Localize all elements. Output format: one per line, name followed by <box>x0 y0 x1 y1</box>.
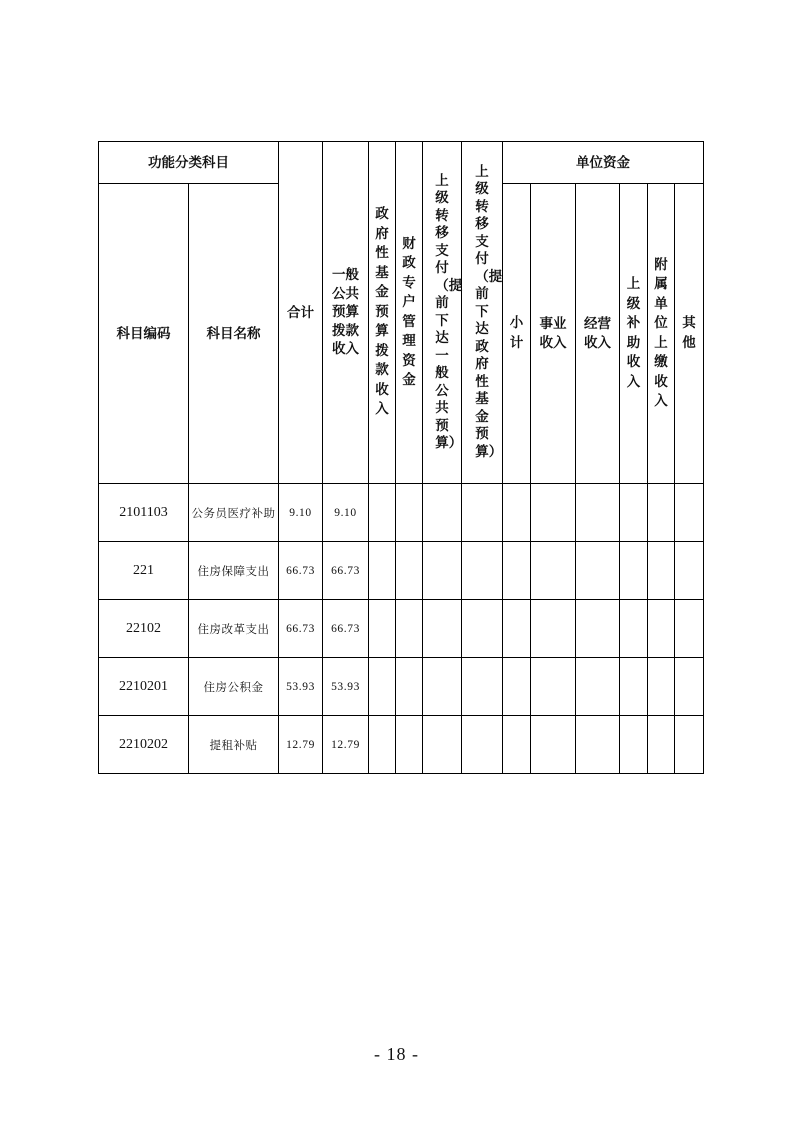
header-other <box>675 184 704 484</box>
header-name <box>189 184 279 484</box>
page-number: - 18 - <box>374 1044 419 1064</box>
header-unit-funds-label: 单位资金 <box>576 154 631 171</box>
header-superior-subsidy-label: 上级补助收入 <box>626 276 641 390</box>
empty-cell <box>531 658 576 716</box>
table-row <box>99 600 704 658</box>
empty-cell <box>503 716 531 774</box>
cell-code: 22102 <box>99 600 189 658</box>
cell-general-budget: 66.73 <box>323 600 369 658</box>
table-row <box>99 484 704 542</box>
empty-cell <box>648 658 675 716</box>
empty-cell <box>396 484 423 542</box>
empty-cell <box>369 658 396 716</box>
empty-cell <box>531 600 576 658</box>
empty-cell <box>576 484 620 542</box>
header-subtotal-label: 小计 <box>509 315 524 351</box>
header-business-income <box>531 184 576 484</box>
empty-cell <box>620 484 648 542</box>
cell-total: 66.73 <box>279 600 323 658</box>
empty-cell <box>620 600 648 658</box>
empty-cell <box>503 484 531 542</box>
cell-general-budget: 9.10 <box>323 484 369 542</box>
header-general-budget-label: 一般公共预算拨款收入 <box>332 267 359 358</box>
empty-cell <box>531 484 576 542</box>
cell-code: 2210201 <box>99 658 189 716</box>
empty-cell <box>576 542 620 600</box>
empty-cell <box>396 716 423 774</box>
empty-cell <box>675 716 704 774</box>
cell-total: 9.10 <box>279 484 323 542</box>
table-row <box>99 542 704 600</box>
cell-total: 53.93 <box>279 658 323 716</box>
empty-cell <box>503 658 531 716</box>
header-name-label: 科目名称 <box>206 325 261 342</box>
empty-cell <box>396 600 423 658</box>
empty-cell <box>503 600 531 658</box>
header-operating-income <box>576 184 620 484</box>
empty-cell <box>503 542 531 600</box>
empty-cell <box>423 716 462 774</box>
header-affiliated-income <box>648 184 675 484</box>
empty-cell <box>462 600 503 658</box>
empty-cell <box>620 658 648 716</box>
table-row <box>99 658 704 716</box>
header-total-label: 合计 <box>287 304 314 321</box>
header-functional-group <box>99 142 279 184</box>
header-gov-fund-budget-label: 政府性基金预算拨款收入 <box>375 206 389 418</box>
empty-cell <box>648 716 675 774</box>
cell-code: 2101103 <box>99 484 189 542</box>
empty-cell <box>369 542 396 600</box>
empty-cell <box>675 600 704 658</box>
table-row <box>99 716 704 774</box>
empty-cell <box>462 658 503 716</box>
header-gov-fund-budget <box>369 142 396 484</box>
header-code-label: 科目编码 <box>116 325 171 342</box>
header-subtotal <box>503 184 531 484</box>
empty-cell <box>462 484 503 542</box>
empty-cell <box>531 542 576 600</box>
empty-cell <box>423 484 462 542</box>
cell-general-budget: 66.73 <box>323 542 369 600</box>
budget-table <box>98 141 704 774</box>
empty-cell <box>396 542 423 600</box>
cell-name: 住房保障支出 <box>189 542 279 600</box>
empty-cell <box>369 484 396 542</box>
header-functional-group-label: 功能分类科目 <box>148 154 229 171</box>
empty-cell <box>620 716 648 774</box>
header-affiliated-income-label: 附属单位上缴收入 <box>654 256 668 409</box>
empty-cell <box>369 716 396 774</box>
header-special-account <box>396 142 423 484</box>
header-total <box>279 142 323 484</box>
empty-cell <box>576 658 620 716</box>
empty-cell <box>675 658 704 716</box>
cell-general-budget: 53.93 <box>323 658 369 716</box>
empty-cell <box>531 716 576 774</box>
header-general-budget <box>323 142 369 484</box>
empty-cell <box>462 542 503 600</box>
header-transfer-general-label: 上级转移支付（提前下达一般公共预算） <box>435 172 463 451</box>
cell-name: 住房改革支出 <box>189 600 279 658</box>
empty-cell <box>648 484 675 542</box>
header-unit-funds <box>503 142 704 184</box>
empty-cell <box>423 542 462 600</box>
header-row-1 <box>99 142 704 184</box>
header-superior-subsidy <box>620 184 648 484</box>
empty-cell <box>675 542 704 600</box>
empty-cell <box>648 600 675 658</box>
header-special-account-label: 财政专户管理资金 <box>402 235 416 388</box>
cell-code: 221 <box>99 542 189 600</box>
empty-cell <box>675 484 704 542</box>
cell-general-budget: 12.79 <box>323 716 369 774</box>
header-business-income-label: 事业收入 <box>539 316 567 351</box>
cell-code: 2210202 <box>99 716 189 774</box>
header-transfer-gov-fund <box>462 142 503 484</box>
empty-cell <box>620 542 648 600</box>
cell-total: 66.73 <box>279 542 323 600</box>
header-other-label: 其他 <box>682 315 696 351</box>
cell-total: 12.79 <box>279 716 323 774</box>
empty-cell <box>462 716 503 774</box>
empty-cell <box>369 600 396 658</box>
empty-cell <box>576 600 620 658</box>
empty-cell <box>423 600 462 658</box>
header-operating-income-label: 经营收入 <box>584 316 611 351</box>
empty-cell <box>576 716 620 774</box>
empty-cell <box>396 658 423 716</box>
cell-name: 公务员医疗补助 <box>189 484 279 542</box>
empty-cell <box>423 658 462 716</box>
cell-name: 住房公积金 <box>189 658 279 716</box>
header-transfer-gov-fund-label: 上级转移支付（提前下达政府性基金预算） <box>475 163 503 460</box>
header-code <box>99 184 189 484</box>
cell-name: 提租补贴 <box>189 716 279 774</box>
empty-cell <box>648 542 675 600</box>
header-transfer-general <box>423 142 462 484</box>
